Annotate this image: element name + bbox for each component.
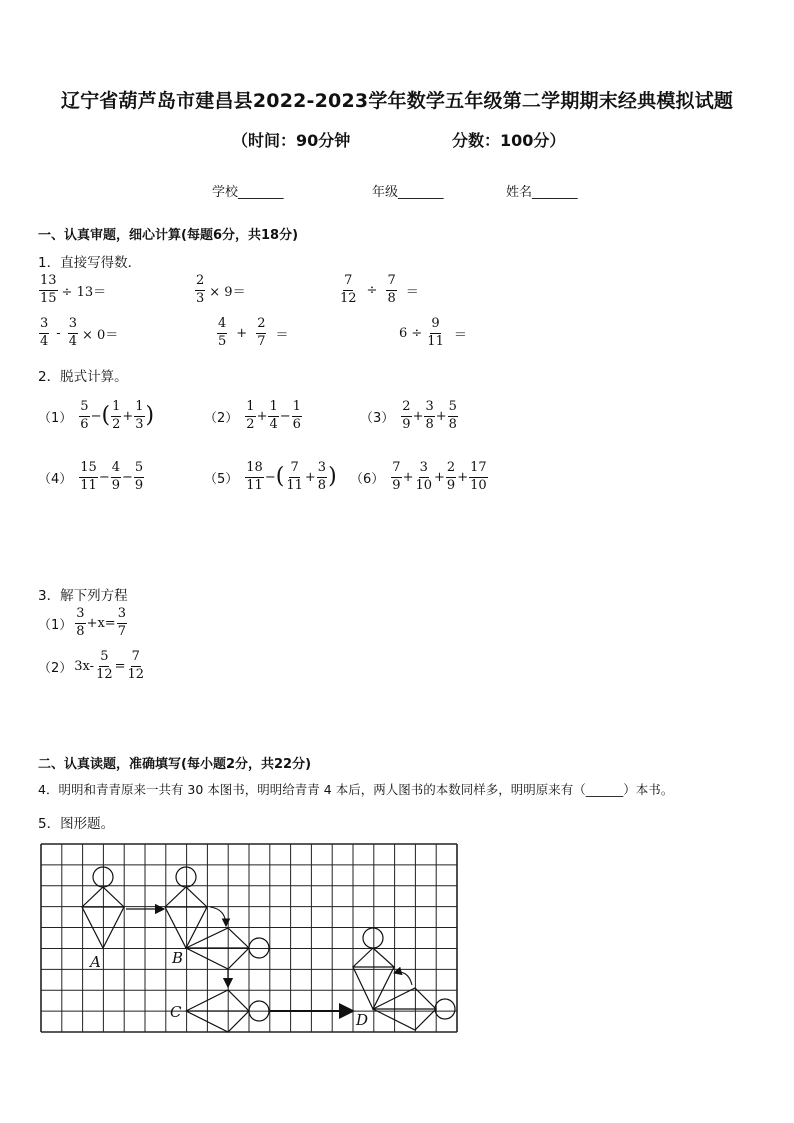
section-2-heading: 二、认真读题，准确填写(每小题2分，共22分) [38, 757, 312, 772]
question-5-title: 5．图形题。 [38, 816, 115, 832]
q2-problem-6: （6） $\frac{7}{9}$ + $\frac{3}{10}$ + $\frac{2}{9}$ + $\frac{17}{10}$ [350, 460, 487, 493]
q2-problem-2: （2） $\frac{1}{2}$ + $\frac{1}{4}$ − $\frac{1}{6}$ [204, 399, 301, 432]
q1-expr-3: $\frac{7}{12}$ ÷ $\frac{7}{8}$ ＝ [340, 273, 419, 306]
question-4: 4．明明和青青原来一共有 30 本图书，明明给青青 4 本后，两人图书的本数同样多，明明原来有（______）本书。 [38, 782, 674, 797]
rotate-arrow-d [394, 972, 412, 985]
score-label: 分数：100分） [452, 131, 566, 150]
question-1-title: 1．直接写得数． [38, 255, 142, 271]
q3-equation-2: （2） 3x- $\frac{5}{12}$ = $\frac{7}{12}$ [38, 649, 145, 682]
section-1-heading: 一、认真审题，细心计算(每题6分，共18分) [38, 228, 299, 243]
rotate-arrow-b [210, 907, 226, 926]
question-2-title: 2．脱式计算。 [38, 369, 128, 385]
q2-problem-1: （1） $\frac{5}{6}$ − ( $\frac{1}{2}$ + $\frac{1}{3}$ ) [38, 399, 155, 432]
q1-expr-4: $\frac{3}{4}$ - $\frac{3}{4}$ × 0＝ [40, 316, 119, 349]
q2-problem-4: （4） $\frac{15}{11}$ − $\frac{4}{9}$ − $\frac{5}{9}$ [38, 460, 144, 493]
q1-expr-6: 6 ÷ $\frac{9}{11}$ ＝ [399, 316, 467, 349]
school-field: 学校_______ [212, 185, 284, 200]
grade-field: 年级_______ [372, 185, 444, 200]
q2-problem-5: （5） $\frac{18}{11}$ − ( $\frac{7}{11}$ + $\frac{3}{8}$ ) [204, 460, 337, 493]
shape-d [353, 928, 455, 1030]
label-b: B [172, 949, 184, 967]
label-c: C [170, 1003, 182, 1021]
label-d: D [356, 1011, 369, 1029]
q1-expr-1: $\frac{13}{15}$ ÷ 13＝ [40, 273, 107, 306]
label-a: A [90, 953, 101, 971]
grid-lines [41, 844, 457, 1032]
time-label: （时间：90分钟 [232, 131, 351, 150]
page-title: 辽宁省葫芦岛市建昌县2022-2023学年数学五年级第二学期期末经典模拟试题 [60, 90, 734, 112]
q3-equation-1: （1） $\frac{3}{8}$ +x= $\frac{3}{7}$ [38, 606, 126, 639]
q1-expr-2: $\frac{2}{3}$ × 9＝ [196, 273, 246, 306]
q2-problem-3: （3） $\frac{2}{9}$ + $\frac{3}{8}$ + $\frac{5}{8}$ [360, 399, 457, 432]
grid-figure [40, 843, 458, 1033]
q1-expr-5: $\frac{4}{5}$ + $\frac{2}{7}$ ＝ [218, 316, 289, 349]
name-field: 姓名_______ [506, 185, 578, 200]
question-3-title: 3．解下列方程 [38, 588, 128, 604]
